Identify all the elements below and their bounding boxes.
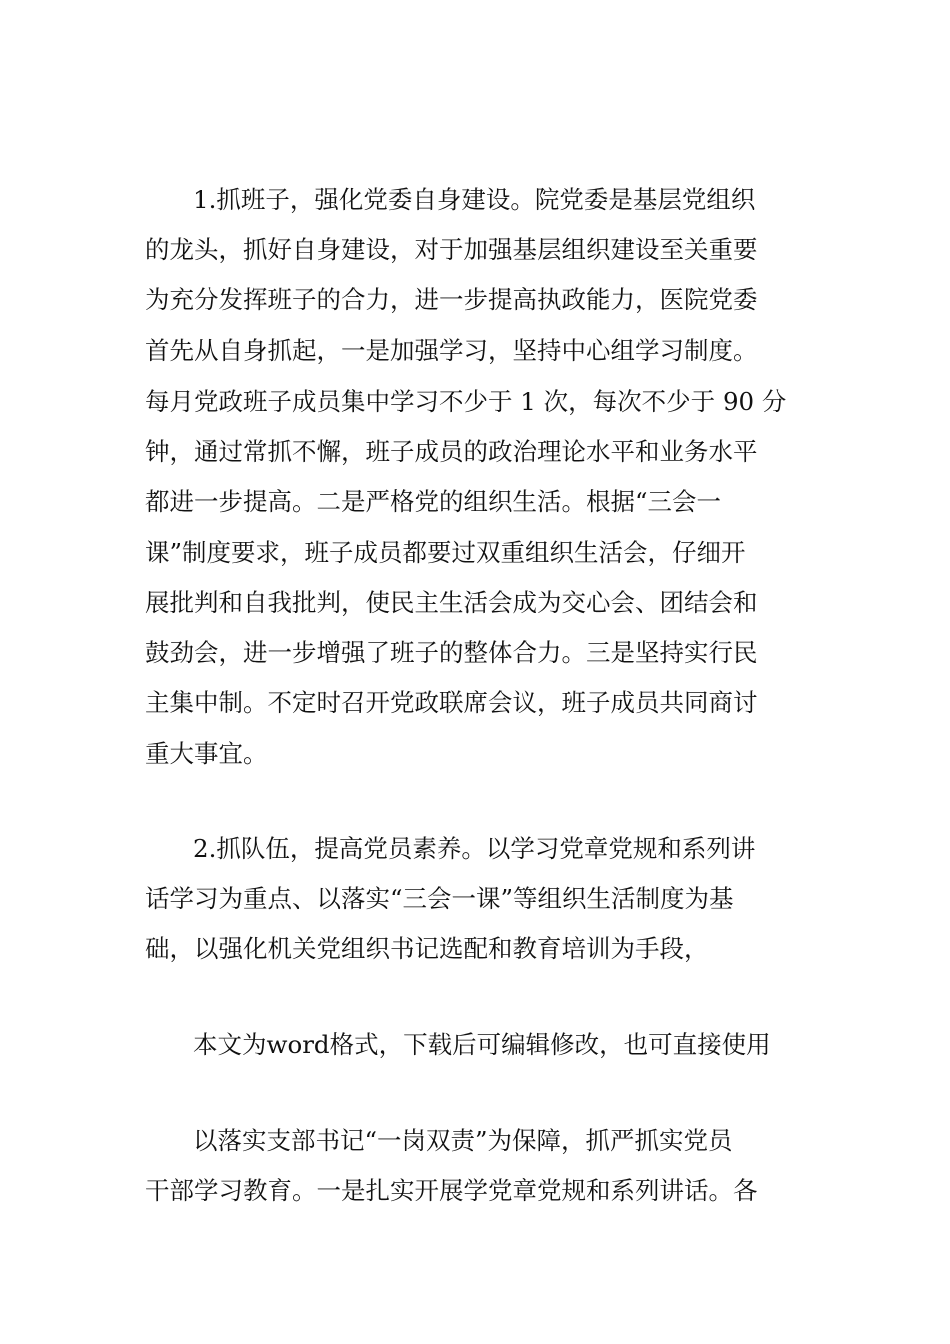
paragraph-line: 每月党政班子成员集中学习不少于 1 次，每次不少于 90 分 xyxy=(145,387,787,416)
paragraph-line: 鼓劲会，进一步增强了班子的整体合力。三是坚持实行民 xyxy=(145,638,758,667)
paragraph-line: 展批判和自我批判，使民主生活会成为交心会、团结会和 xyxy=(145,588,758,617)
paragraph-line: 都进一步提高。二是严格党的组织生活。根据“三会一 xyxy=(145,487,722,516)
paragraph-line: 为充分发挥班子的合力，进一步提高执政能力，医院党委 xyxy=(145,285,758,314)
paragraph-line: 主集中制。不定时召开党政联席会议，班子成员共同商讨 xyxy=(145,688,758,717)
paragraph-line: 的龙头，抓好自身建设，对于加强基层组织建设至关重要 xyxy=(145,235,758,264)
paragraph-line: 话学习为重点、以落实“三会一课”等组织生活制度为基 xyxy=(145,884,734,913)
paragraph-line: 钟，通过常抓不懈，班子成员的政治理论水平和业务水平 xyxy=(145,437,758,466)
paragraph-line: 2.抓队伍，提高党员素养。以学习党章党规和系列讲 xyxy=(193,834,756,863)
paragraph-line: 干部学习教育。一是扎实开展学党章党规和系列讲话。各 xyxy=(145,1176,758,1205)
paragraph-line: 课”制度要求，班子成员都要过双重组织生活会，仔细开 xyxy=(145,538,746,567)
paragraph-line: 首先从自身抓起，一是加强学习，坚持中心组学习制度。 xyxy=(145,336,758,365)
paragraph-line: 础，以强化机关党组织书记选配和教育培训为手段， xyxy=(145,934,709,963)
download-notice: 本文为word格式，下载后可编辑修改，也可直接使用 xyxy=(193,1030,771,1059)
paragraph-line: 以落实支部书记“一岗双责”为保障，抓严抓实党员 xyxy=(193,1126,733,1155)
paragraph-line: 重大事宜。 xyxy=(145,739,268,768)
paragraph-line: 1.抓班子，强化党委自身建设。院党委是基层党组织 xyxy=(193,185,756,214)
